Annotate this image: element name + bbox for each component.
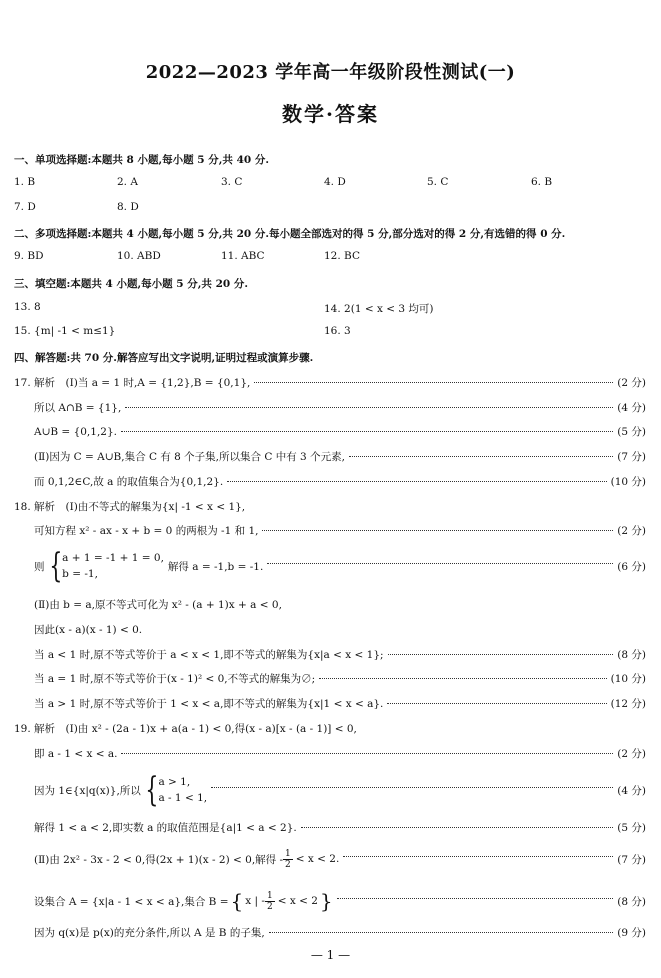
leader-dots [125, 407, 613, 408]
equation-system [62, 550, 164, 582]
q17-line [34, 400, 646, 416]
answer-item: 15. {m| -1 < m≤1} [14, 325, 116, 337]
q17-line [34, 449, 646, 465]
equation-row: b = -1, [62, 568, 98, 580]
q19-text: < x < 2 [277, 895, 318, 907]
answer-item: 1. B [14, 176, 36, 188]
q19-line [34, 925, 646, 941]
leader-dots [343, 856, 613, 857]
equation-row: a + 1 = -1 + 1 = 0, [62, 552, 164, 564]
q18-text: 解得 a = -1,b = -1. [167, 560, 264, 573]
q19-text: 因为 q(x)是 p(x)的充分条件,所以 A 是 B 的子集, [34, 927, 265, 939]
answer-item: 9. BD [14, 250, 44, 262]
section-multi-choice-heading: 二、多项选择题:本题共 4 小题,每小题 5 分,共 20 分.每小题全部选对的得 5 分,部分选对的得 2 分,有选错的得 0 分. [14, 228, 566, 240]
answer-item: 3. C [221, 176, 243, 188]
q17-text: 而 0,1,2∈C,故 a 的取值集合为{0,1,2}. [34, 476, 224, 488]
answer-item: 4. D [324, 176, 346, 188]
answer-item: 12. BC [324, 250, 360, 262]
q18-line [14, 499, 646, 515]
score-mark: (9 分) [617, 927, 646, 939]
leader-dots [211, 787, 613, 788]
q19-system-line [34, 772, 646, 808]
leader-dots [254, 382, 613, 383]
answer-item: 14. 2(1 < x < 3 均可) [324, 303, 434, 315]
q17-text: 所以 A∩B = {1}, [34, 402, 122, 414]
q17-line [34, 424, 646, 440]
score-mark: (10 分) [610, 476, 646, 488]
score-mark: (8 分) [617, 649, 646, 661]
q18-line [34, 597, 646, 613]
q19-text: (Ⅱ)由 2x² - 3x - 2 < 0,得(2x + 1)(x - 2) < 0,解得 - [34, 853, 284, 866]
leader-dots [349, 456, 613, 457]
section-solution-heading: 四、解答题:共 70 分.解答应写出文字说明,证明过程或演算步骤. [14, 352, 314, 364]
answer-item: 7. D [14, 201, 36, 213]
q18-line [34, 622, 646, 638]
q19-line [34, 846, 646, 872]
inequality-system [158, 774, 207, 806]
answer-item: 8. D [117, 201, 139, 213]
leader-dots [301, 827, 614, 828]
q17-text: (Ⅱ)因为 C = A∪B,集合 C 有 8 个子集,所以集合 C 中有 3 个元素, [34, 451, 345, 463]
score-mark: (4 分) [617, 402, 646, 414]
answer-item: 11. ABC [221, 250, 265, 262]
q18-text: 18. 解析 (Ⅰ)由不等式的解集为{x| -1 < x < 1}, [14, 501, 246, 513]
q19-text: x | - [245, 895, 265, 907]
q19-text: 解得 1 < a < 2,即实数 a 的取值范围是{a|1 < a < 2}. [34, 822, 297, 834]
q19-text: 设集合 A = {x|a - 1 < x < a},集合 B = [34, 895, 229, 908]
score-mark: (2 分) [617, 377, 646, 389]
q17-text: 17. 解析 (Ⅰ)当 a = 1 时,A = {1,2},B = {0,1}, [14, 377, 251, 389]
q19-line [34, 820, 646, 836]
page-title: 2022—2023 学年高一年级阶段性测试(一) [145, 62, 516, 83]
leader-dots [121, 431, 613, 432]
q17-line [14, 375, 646, 391]
answer-item: 6. B [531, 176, 553, 188]
q18-line [34, 671, 646, 687]
score-mark: (8 分) [617, 895, 646, 908]
right-set-brace: } [319, 889, 333, 913]
q19-line [34, 888, 646, 914]
leader-dots [387, 703, 606, 704]
score-mark: (7 分) [617, 853, 646, 866]
q18-line [34, 647, 646, 663]
fraction-numerator: 1 [285, 848, 291, 859]
answer-item: 2. A [117, 176, 138, 188]
section-single-choice-heading: 一、单项选择题:本题共 8 小题,每小题 5 分,共 40 分. [14, 154, 269, 166]
fraction [265, 891, 275, 912]
q18-line [34, 696, 646, 712]
fraction [283, 849, 293, 870]
leader-dots [319, 678, 606, 679]
leader-dots [121, 753, 613, 754]
section-fill-heading: 三、填空题:本题共 4 小题,每小题 5 分,共 20 分. [14, 278, 248, 290]
inequality-row: a > 1, [158, 776, 191, 788]
score-mark: (2 分) [617, 748, 646, 760]
q18-system-line [34, 548, 646, 584]
page-number: — 1 — [310, 948, 351, 962]
leader-dots [388, 654, 614, 655]
fraction-numerator: 1 [266, 890, 273, 901]
q19-text: 因为 1∈{x|q(x)},所以 [34, 784, 141, 797]
q18-text: 则 [34, 560, 45, 573]
leader-dots [262, 530, 613, 531]
answer-item: 16. 3 [324, 325, 351, 337]
q19-line [14, 721, 646, 737]
left-brace: { [145, 770, 159, 810]
q19-line [34, 746, 646, 762]
score-mark: (5 分) [617, 426, 646, 438]
answer-item: 10. ABD [117, 250, 161, 262]
leader-dots [337, 898, 614, 899]
q17-line [34, 474, 646, 490]
q18-text: (Ⅱ)由 b = a,原不等式可化为 x² - (a + 1)x + a < 0, [34, 599, 282, 611]
score-mark: (5 分) [617, 822, 646, 834]
score-mark: (12 分) [610, 698, 646, 710]
q18-text: 当 a = 1 时,原不等式等价于(x - 1)² < 0,不等式的解集为∅; [34, 673, 316, 685]
q19-text: 19. 解析 (Ⅰ)由 x² - (2a - 1)x + a(a - 1) < 0,得(x - a)[x - (a - 1)] < 0, [14, 723, 357, 735]
score-mark: (7 分) [617, 451, 646, 463]
score-mark: (4 分) [617, 784, 646, 797]
q18-text: 因此(x - a)(x - 1) < 0. [34, 624, 143, 636]
q18-line [34, 523, 646, 539]
q18-text: 可知方程 x² - ax - x + b = 0 的两根为 -1 和 1, [34, 525, 259, 537]
inequality-row: a - 1 < 1, [158, 792, 208, 804]
q18-text: 当 a > 1 时,原不等式等价于 1 < x < a,即不等式的解集为{x|1 < x < a}. [34, 698, 384, 710]
fraction-denominator: 2 [285, 859, 291, 870]
q19-text: < x < 2. [295, 853, 340, 865]
left-set-brace: { [230, 889, 244, 913]
q19-text: 即 a - 1 < x < a. [34, 748, 118, 760]
score-mark: (6 分) [617, 560, 646, 573]
page-subtitle: 数学·答案 [282, 102, 379, 126]
answer-item: 13. 8 [14, 301, 41, 313]
score-mark: (10 分) [610, 673, 646, 685]
left-brace: { [48, 546, 62, 586]
leader-dots [227, 481, 606, 482]
leader-dots [267, 563, 613, 564]
answer-item: 5. C [427, 176, 449, 188]
q17-text: A∪B = {0,1,2}. [34, 426, 117, 438]
fraction-denominator: 2 [266, 901, 273, 912]
q18-text: 当 a < 1 时,原不等式等价于 a < x < 1,即不等式的解集为{x|a < x < 1}; [34, 649, 384, 661]
leader-dots [269, 932, 614, 933]
score-mark: (2 分) [617, 525, 646, 537]
